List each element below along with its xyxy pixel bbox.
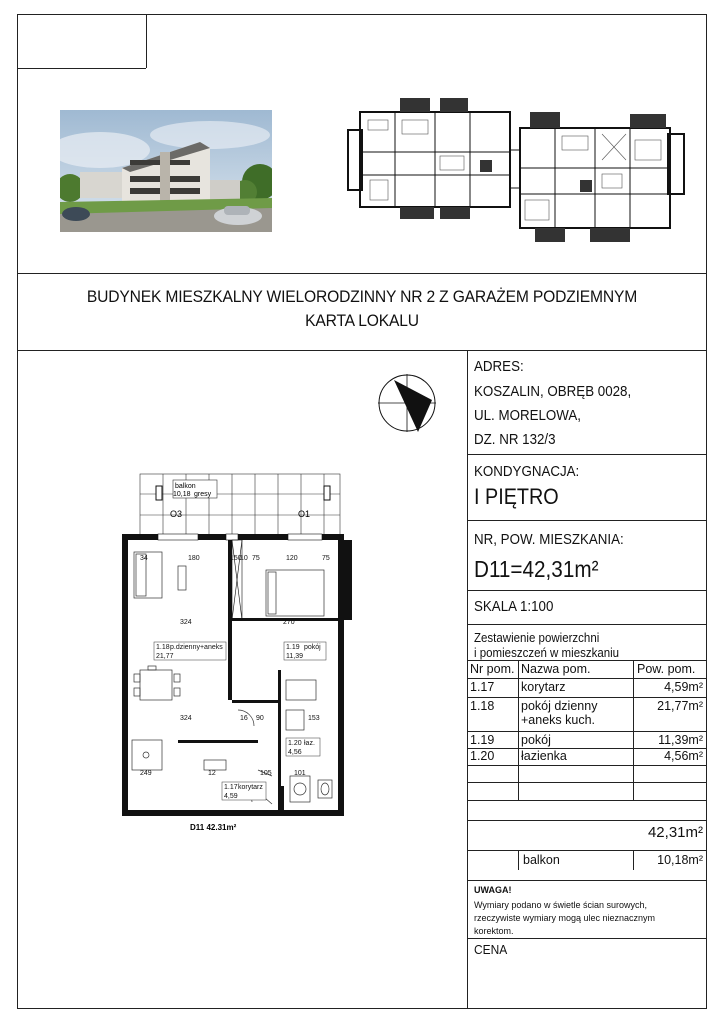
svg-text:90: 90 (256, 715, 264, 722)
svg-text:gresy: gresy (194, 491, 212, 498)
svg-text:11,39: 11,39 (286, 653, 303, 660)
svg-text:korytarz: korytarz (238, 784, 263, 791)
svg-text:1.19: 1.19 (286, 644, 300, 651)
balcony-label: balkon (523, 853, 560, 867)
table-row: 1.18 pokój dzienny +aneks kuch. 21,77m² (470, 699, 703, 727)
svg-text:150: 150 (230, 555, 242, 562)
floor-label: KONDYGNACJA: (474, 464, 580, 480)
notes-line-2: rzeczywiste wymiary mogą ulec nieznacznym (474, 913, 656, 923)
svg-text:4,59: 4,59 (224, 793, 238, 800)
address-line-3: DZ. NR 132/3 (474, 432, 556, 448)
svg-text:p.dzienny+aneks: p.dzienny+aneks (170, 644, 223, 651)
svg-text:153: 153 (308, 715, 320, 722)
table-header-area: Pow. pom. (637, 662, 696, 676)
svg-text:34: 34 (140, 555, 148, 562)
notes-line-3: korektom. (474, 926, 514, 936)
table-row: 1.20 łazienka 4,56m² (470, 749, 703, 763)
notes-line-1: Wymiary podano w świetle ścian surowych, (474, 900, 647, 910)
divider (146, 15, 147, 68)
svg-text:O3: O3 (170, 509, 183, 519)
table-header-name: Nazwa pom. (521, 662, 591, 676)
floor-value: I PIĘTRO (474, 484, 559, 509)
svg-text:21,77: 21,77 (156, 653, 174, 660)
divider (467, 624, 706, 625)
divider (467, 520, 706, 521)
divider (18, 68, 146, 69)
address-line-2: UL. MORELOWA, (474, 408, 581, 424)
svg-text:D11 42,31m²: D11 42,31m² (190, 823, 237, 830)
svg-text:pokój: pokój (304, 644, 321, 651)
svg-text:324: 324 (180, 619, 192, 626)
divider (467, 454, 706, 455)
summary-heading-2: i pomieszczeń w mieszkaniu (474, 646, 620, 660)
notes-heading: UWAGA! (474, 885, 512, 895)
svg-text:75: 75 (252, 555, 260, 562)
svg-text:75: 75 (322, 555, 330, 562)
area-summary-table (467, 660, 707, 870)
svg-text:10,18: 10,18 (173, 491, 191, 498)
document-subtitle: KARTA LOKALU (305, 311, 419, 330)
apartment-floor-plan (118, 470, 358, 835)
divider (467, 880, 706, 881)
building-render (60, 110, 272, 232)
svg-text:16: 16 (240, 715, 248, 722)
apartment-value: D11=42,31m² (474, 556, 599, 582)
svg-text:249: 249 (140, 770, 152, 777)
svg-text:12: 12 (208, 770, 216, 777)
scale-label: SKALA 1:100 (474, 599, 554, 615)
svg-text:324: 324 (180, 715, 192, 722)
svg-text:4,56: 4,56 (288, 749, 302, 756)
document-title: BUDYNEK MIESZKALNY WIELORODZINNY NR 2 Z GARAŻEM PODZIEMNYM (86, 287, 638, 306)
svg-text:1.20: 1.20 (288, 740, 302, 747)
svg-text:O1: O1 (298, 509, 311, 519)
svg-text:1.18: 1.18 (156, 644, 170, 651)
svg-text:120: 120 (286, 555, 298, 562)
summary-heading-1: Zestawienie powierzchni (474, 631, 600, 645)
table-row: 1.19 pokój 11,39m² (470, 733, 703, 747)
table-header-nr: Nr pom. (470, 662, 515, 676)
price-label: CENA (474, 942, 508, 957)
svg-text:101: 101 (294, 770, 306, 777)
table-row: 1.17 korytarz 4,59m² (470, 680, 703, 694)
svg-text:10: 10 (240, 555, 248, 562)
address-line-1: KOSZALIN, OBRĘB 0028, (474, 384, 632, 400)
total-area: 42,31m² (647, 824, 703, 841)
divider (467, 590, 706, 591)
svg-text:105: 105 (260, 770, 272, 777)
svg-text:łaz.: łaz. (304, 740, 315, 747)
building-floor-plan (340, 90, 690, 250)
balcony-area: 10,18m² (657, 853, 703, 867)
svg-text:balkon: balkon (175, 483, 196, 490)
divider (467, 938, 706, 939)
divider (18, 273, 706, 274)
svg-text:180: 180 (188, 555, 200, 562)
svg-text:270: 270 (283, 619, 295, 626)
divider (18, 350, 706, 351)
apartment-label: NR, POW. MIESZKANIA: (474, 532, 624, 548)
north-arrow-icon (374, 370, 440, 436)
address-label: ADRES: (474, 359, 524, 375)
svg-text:1.17: 1.17 (224, 784, 238, 791)
